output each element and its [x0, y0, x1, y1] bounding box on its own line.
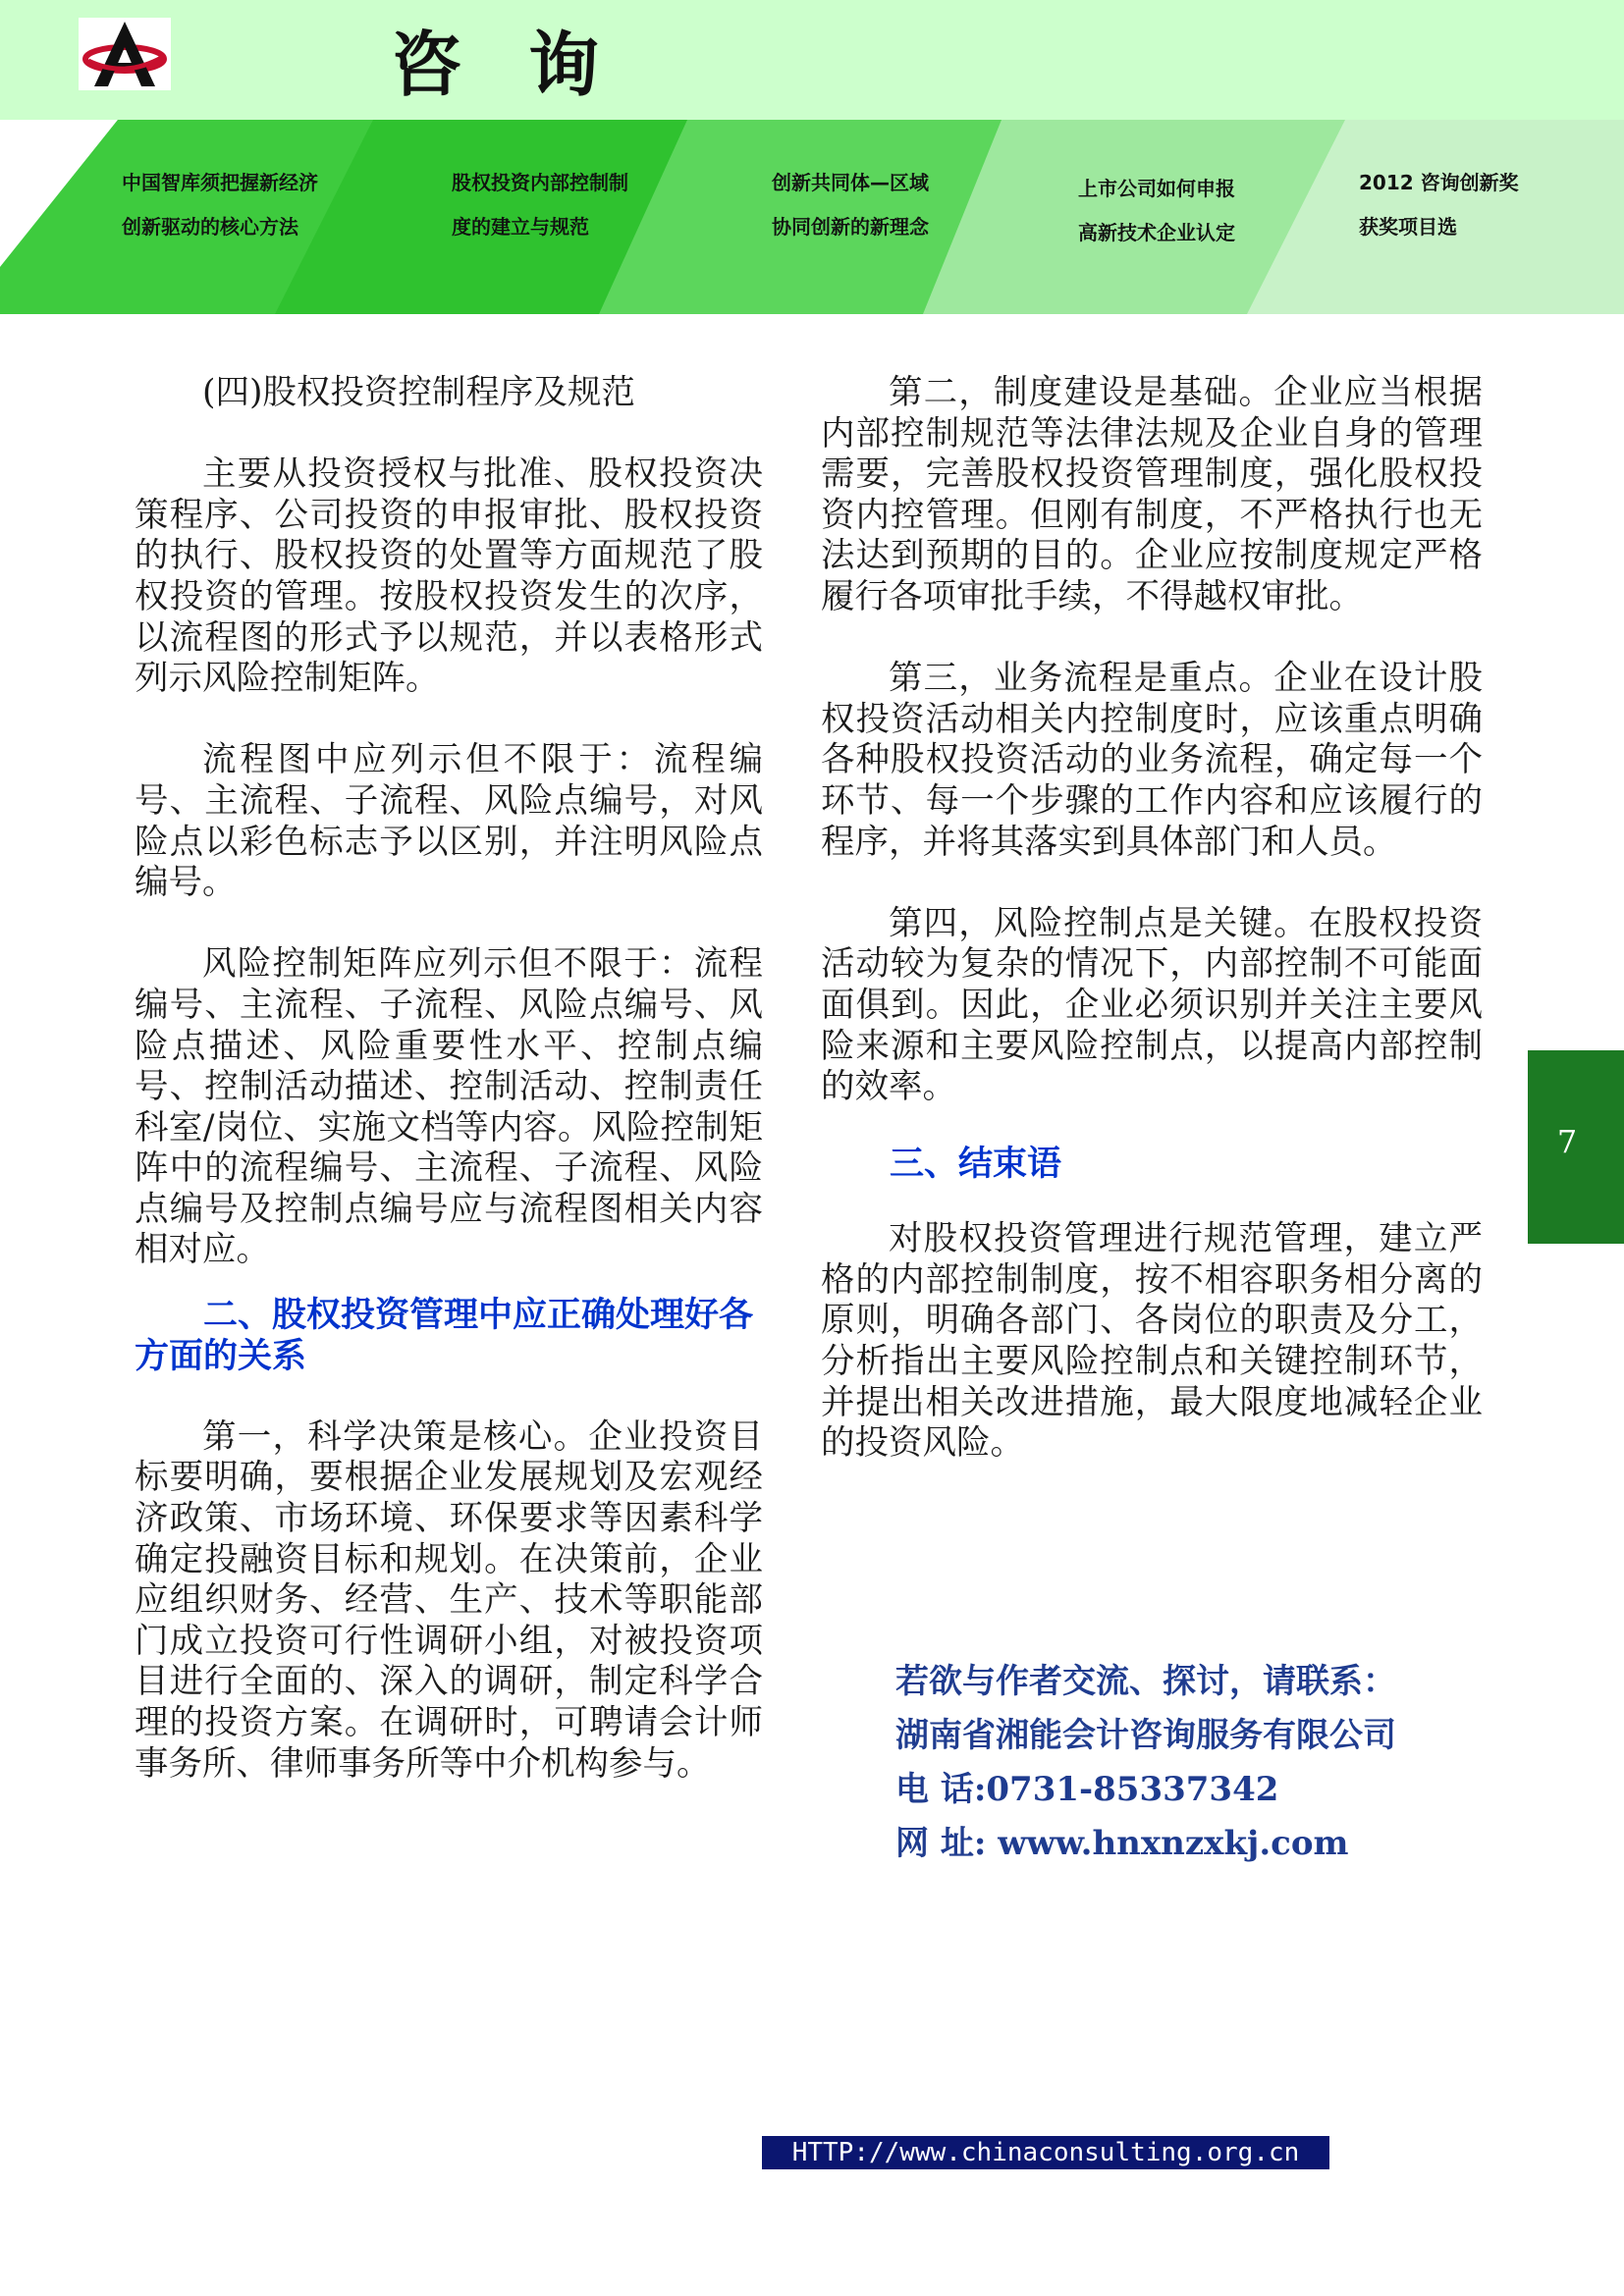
nav-item-think-tank[interactable]: 中国智库须把握新经济 创新驱动的核心方法 — [122, 171, 318, 239]
body-paragraph: 第二，制度建设是基础。企业应当根据内部控制规范等法律法规及企业自身的管理需要，完善股权投资管理制度，强化股权投资内控管理。但刚有制度，不严格执行也无法达到预期的目的。企业应按制度规定严格履行各项审批手续，不得越权审批。 — [821, 373, 1483, 616]
left-column — [135, 373, 763, 1785]
contact-company: 湖南省湘能会计咨询服务有限公司 — [895, 1716, 1396, 1755]
nav-item-high-tech-certification[interactable]: 上市公司如何申报 高新技术企业认定 — [1078, 177, 1235, 244]
nav-item-equity-control[interactable]: 股权投资内部控制制 度的建立与规范 — [452, 171, 628, 239]
footer-url-link[interactable]: HTTP://www.chinaconsulting.org.cn — [762, 2136, 1329, 2169]
contact-website[interactable]: 网 址: www.hnxnzxkj.com — [895, 1824, 1349, 1863]
contact-phone: 电 话:0731-85337342 — [895, 1770, 1279, 1809]
page-number-tab — [1528, 1050, 1624, 1244]
stylized-A-logo-icon — [79, 18, 171, 90]
body-paragraph: 第四，风险控制点是关键。在股权投资活动较为复杂的情况下，内部控制不可能面面俱到。因此，企业必须识别并关注主要风险来源和主要风险控制点，以提高内部控制的效率。 — [821, 903, 1483, 1107]
body-paragraph: 第三，业务流程是重点。企业在设计股权投资活动相关内控制度时，应该重点明确各种股权投资活动的业务流程，确定每一个环节、每一个步骤的工作内容和应该履行的程序，并将其落实到具体部门和人员。 — [821, 659, 1483, 862]
section-heading: 三、结束语 — [890, 1143, 1062, 1184]
section-heading: 二、股权投资管理中应正确处理好各方面的关系 — [135, 1295, 754, 1376]
body-paragraph: 第一，科学决策是核心。企业投资目标要明确，要根据企业发展规划及宏观经济政策、市场环境、环保要求等因素科学确定投融资目标和规划。在决策前，企业应组织财务、经营、生产、技术等职能部门成立投资可行性调研小组，对被投资项目进行全面的、深入的调研，制定科学合理的投资方案。在调研时，可聘请会计师事务所、律师事务所等中介机构参与。 — [135, 1416, 763, 1784]
header-band — [0, 0, 1624, 120]
nav-item-innovation-award[interactable]: 2012 咨询创新奖 获奖项目选 — [1359, 171, 1519, 239]
body-paragraph: 流程图中应列示但不限于：流程编号、主流程、子流程、风险点编号，对风险点以彩色标志予以区别，并注明风险点编号。 — [135, 740, 763, 903]
body-paragraph: 主要从投资授权与批准、股权投资决策程序、公司投资的申报审批、股权投资的执行、股权投资的处置等方面规范了股权投资的管理。按股权投资发生的次序，以流程图的形式予以规范，并以表格形式列示风险控制矩阵。 — [135, 454, 763, 699]
nav-item-innovation-community[interactable]: 创新共同体—区域 协同创新的新理念 — [772, 171, 929, 239]
right-column — [821, 373, 1483, 1465]
contact-block — [895, 1655, 1504, 1871]
magazine-title: 咨询 — [391, 23, 667, 106]
section-subheading: (四)股权投资控制程序及规范 — [202, 373, 635, 412]
issue-nav-banner — [0, 120, 1624, 314]
body-paragraph: 对股权投资管理进行规范管理，建立严格的内部控制制度，按不相容职务相分离的原则，明确各部门、各岗位的职责及分工，分析指出主要风险控制点和关键控制环节，并提出相关改进措施，最大限度地减轻企业的投资风险。 — [821, 1219, 1483, 1464]
body-paragraph: 风险控制矩阵应列示但不限于：流程编号、主流程、子流程、风险点编号、风险点描述、风险重要性水平、控制点编号、控制活动描述、控制活动、控制责任科室/岗位、实施文档等内容。风险控制矩阵中的流程编号、主流程、子流程、风险点编号及控制点编号应与流程图相关内容相对应。 — [135, 944, 763, 1270]
page-number: 7 — [1556, 1123, 1578, 1160]
contact-intro: 若欲与作者交流、探讨，请联系： — [895, 1662, 1396, 1701]
